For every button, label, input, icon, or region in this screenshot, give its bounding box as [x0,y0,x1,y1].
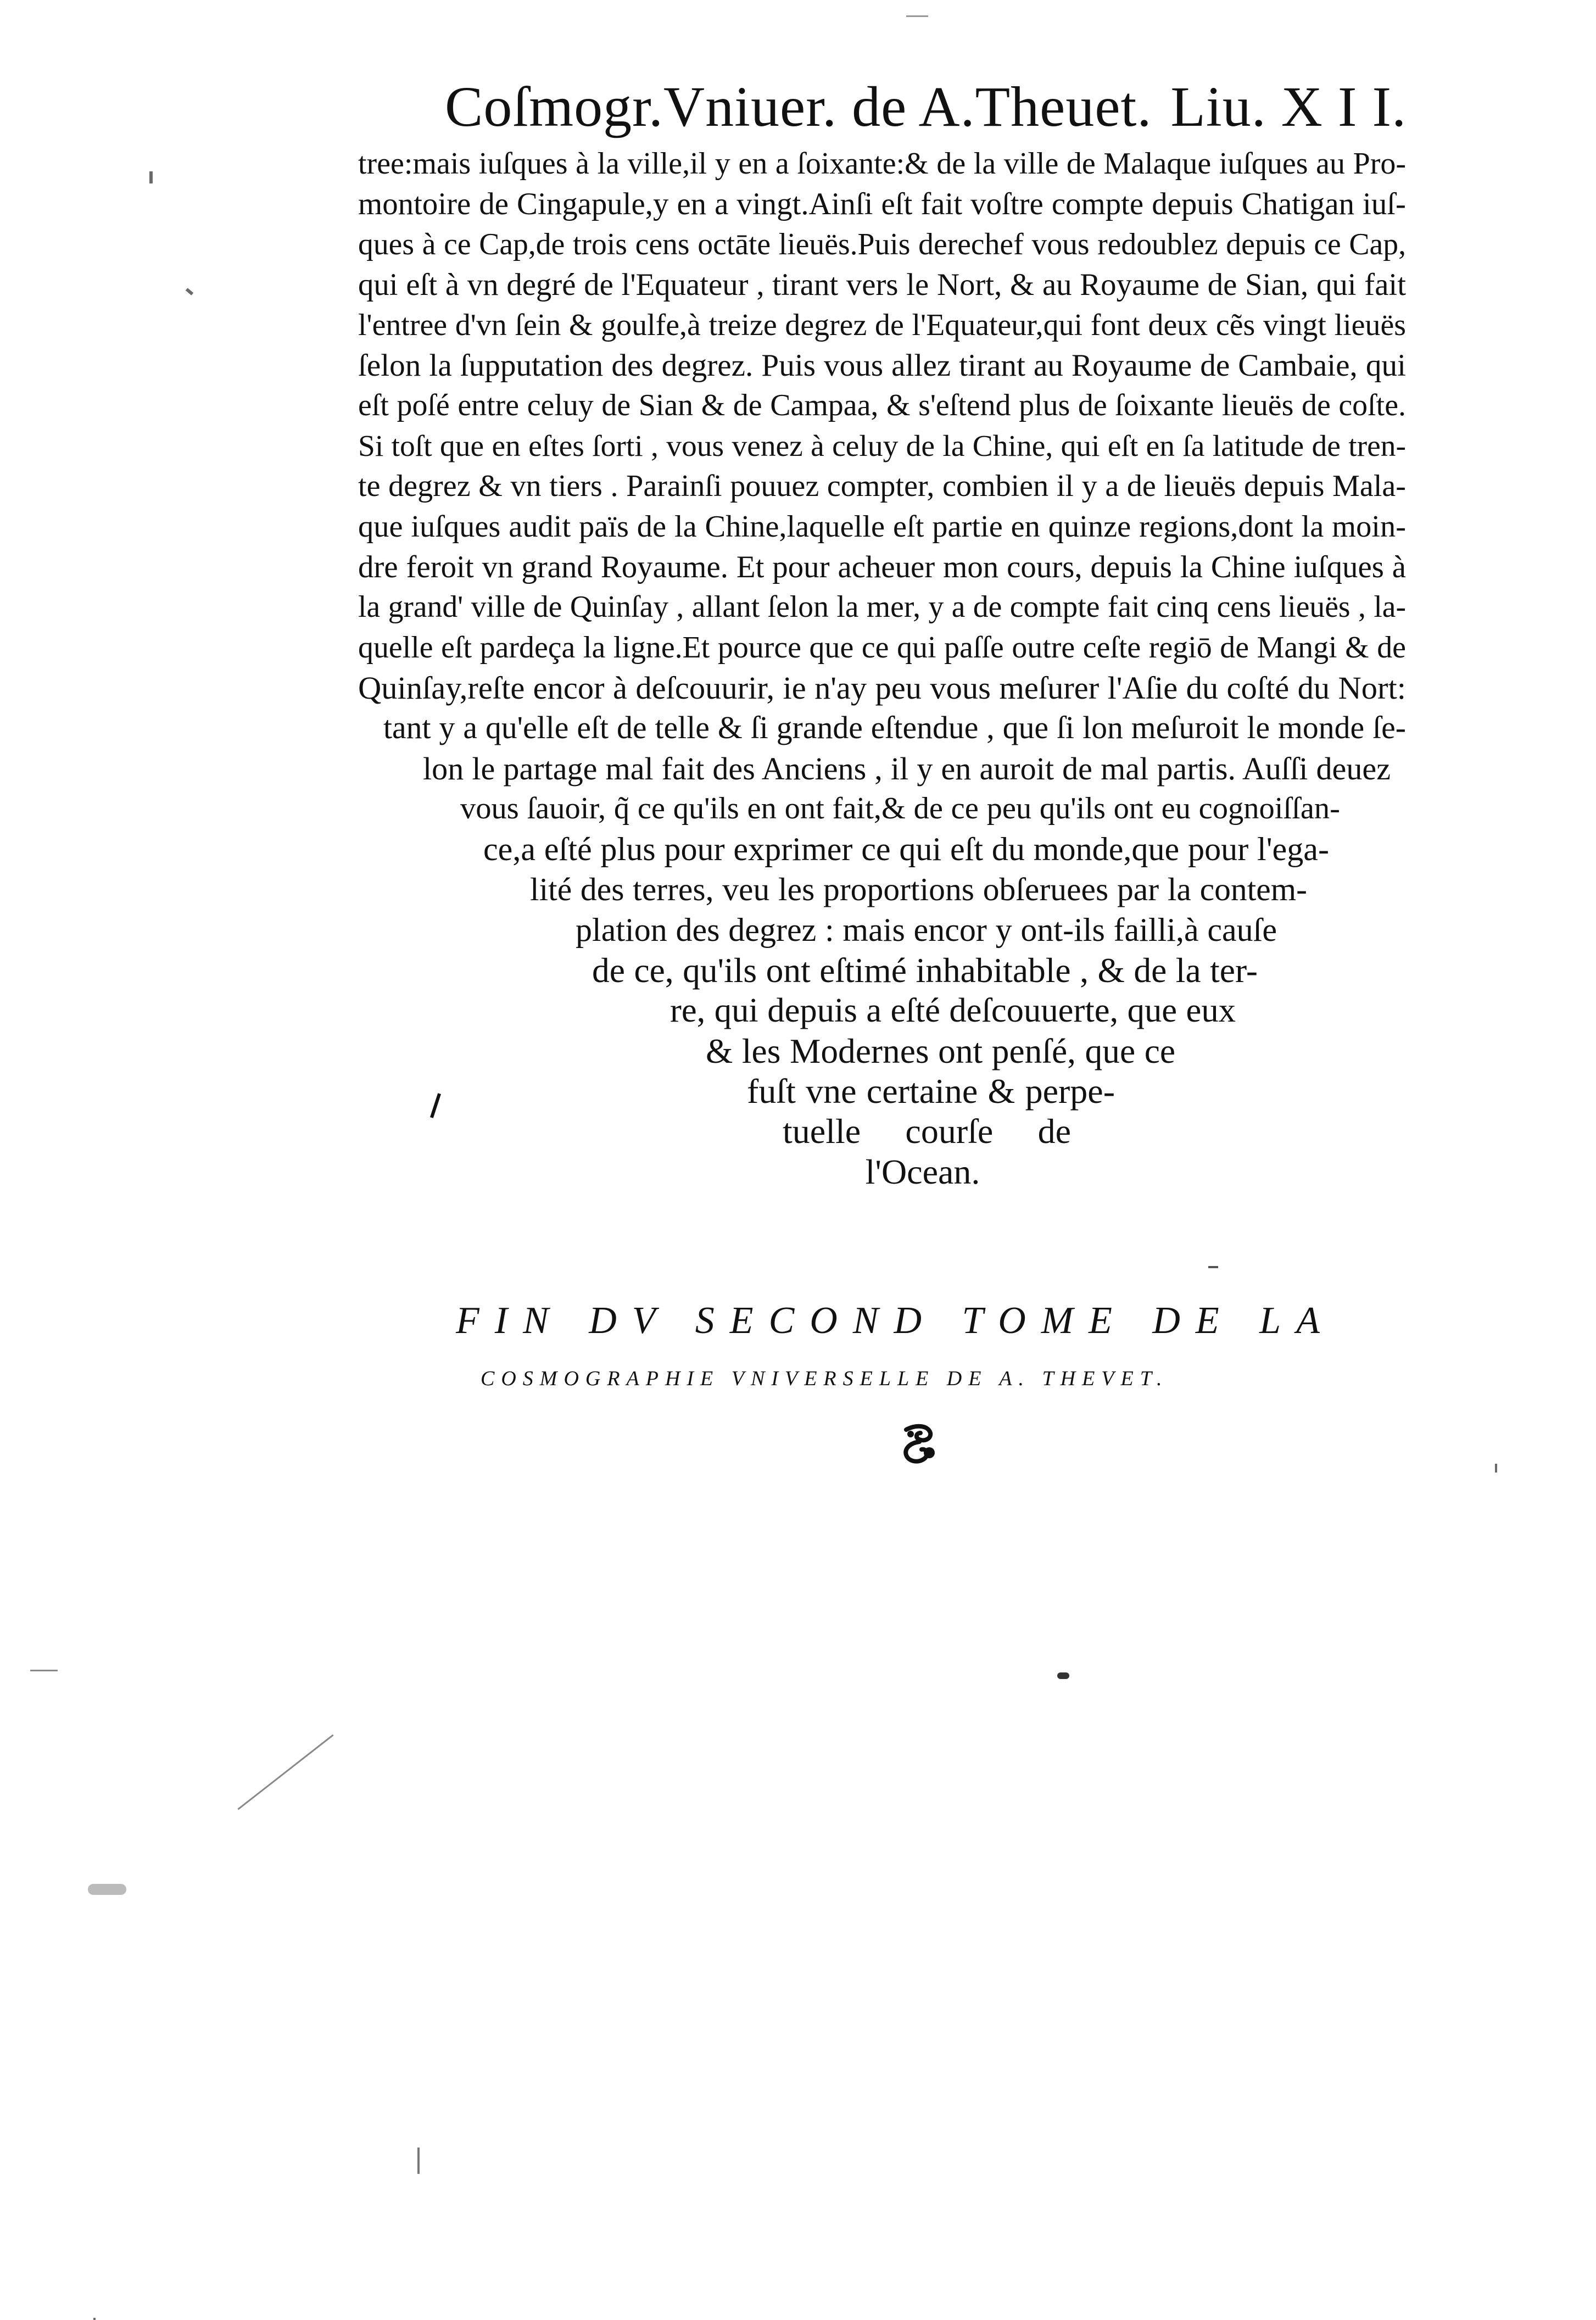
text-line: tuelle courſe de [783,1112,1071,1151]
text-line: qui eſt à vn degré de l'Equateur , tirant vers le Nort, & au Royaume de Sian, qui fait [358,267,1406,303]
text-line: dre feroit vn grand Royaume. Et pour acheuer mon cours, depuis la Chine iuſques à [358,549,1406,584]
scan-speck [30,1670,58,1671]
text-line: te degrez & vn tiers . Parainſi pouuez compter, combien il y a de lieuës depuis Mala- [358,469,1406,504]
scan-speck [237,1735,333,1810]
text-line: tant y a qu'elle eſt de telle & ſi grande eſtendue , que ſi lon meſuroit le monde ſe- [383,711,1406,746]
text-line: ſelon la ſupputation des degrez. Puis vous allez tirant au Royaume de Cambaie, qui [358,348,1406,383]
colophon-line-2: COSMOGRAPHIE VNIVERSELLE DE A. THEVET. [481,1367,1169,1390]
text-line: lité des terres, veu les proportions obſeruees par la contem- [530,871,1307,908]
scan-speck [1057,1672,1069,1679]
text-line: fuſt vne certaine & perpe- [747,1071,1115,1111]
text-line: que iuſques audit païs de la Chine,laquelle eſt partie en quinze regions,dont la moin- [358,509,1406,544]
text-line: & les Modernes ont penſé, que ce [706,1031,1175,1070]
text-line: plation des degrez : mais encor y ont-ils failli,à cauſe [576,911,1277,949]
text-line: lon le partage mal fait des Anciens , il y en auroit de mal partis. Auſſi deuez [423,750,1391,787]
text-line: tree:mais iuſques à la ville,il y en a ſoixante:& de la ville de Malaque iuſques au Pro- [358,147,1406,181]
body-text [0,144,1596,1192]
text-line: Si toſt que en eſtes ſorti , vous venez à celuy de la Chine, qui eſt en ſa latitude de tren- [358,429,1406,463]
text-line: la grand' ville de Quinſay , allant ſelon la mer, y a de compte fait cinq cens lieuës , la- [358,590,1406,624]
scan-speck [149,171,153,183]
text-line: vous ſauoir, q̃ ce qu'ils en ont fait,& de ce peu qu'ils ont eu cognoiſſan- [460,791,1340,826]
scan-speck [417,2148,420,2174]
scan-speck [88,1884,126,1895]
text-line: montoire de Cingapule,y en a vingt.Ainſi eſt fait voſtre compte depuis Chatigan iuſ- [358,187,1406,222]
text-line: l'entree d'vn ſein & goulfe,à treize degrez de l'Equateur,qui font deux cẽs vingt lieuës [358,308,1406,342]
text-line: re, qui depuis a eſté deſcouuerte, que eux [670,991,1236,1030]
scan-speck [1495,1464,1497,1473]
text-line: ques à ce Cap,de trois cens octāte lieuës.Puis derechef vous redoublez depuis ce Cap, [358,227,1406,261]
fleuron-icon [894,1420,944,1469]
text-line: l'Ocean. [865,1152,980,1191]
text-line: quelle eſt pardeça la ligne.Et pource que ce qui paſſe outre ceſte regiō de Mangi & de [358,630,1406,665]
text-line: Quinſay,reſte encor à deſcouurir, ie n'ay peu vous meſurer l'Aſie du coſté du Nort: [358,670,1406,706]
scan-speck [906,15,928,17]
colophon-line-1: FIN DV SECOND TOME DE LA [456,1300,1335,1342]
text-line: ce,a eſté plus pour exprimer ce qui eſt du monde,que pour l'ega- [483,830,1329,868]
text-line: de ce, qu'ils ont eſtimé inhabitable , & de la ter- [592,950,1258,990]
scan-speck [1208,1266,1218,1268]
running-head-book-number: Liu. X I I. [1170,75,1407,138]
running-head [445,69,1433,146]
text-line: eſt poſé entre celuy de Sian & de Campaa, & s'eſtend plus de ſoixante lieuës de coſte. [358,388,1406,423]
running-head-title: Coſmogr.Vniuer. de A.Theuet. [445,75,1152,138]
scan-speck [93,2318,96,2320]
